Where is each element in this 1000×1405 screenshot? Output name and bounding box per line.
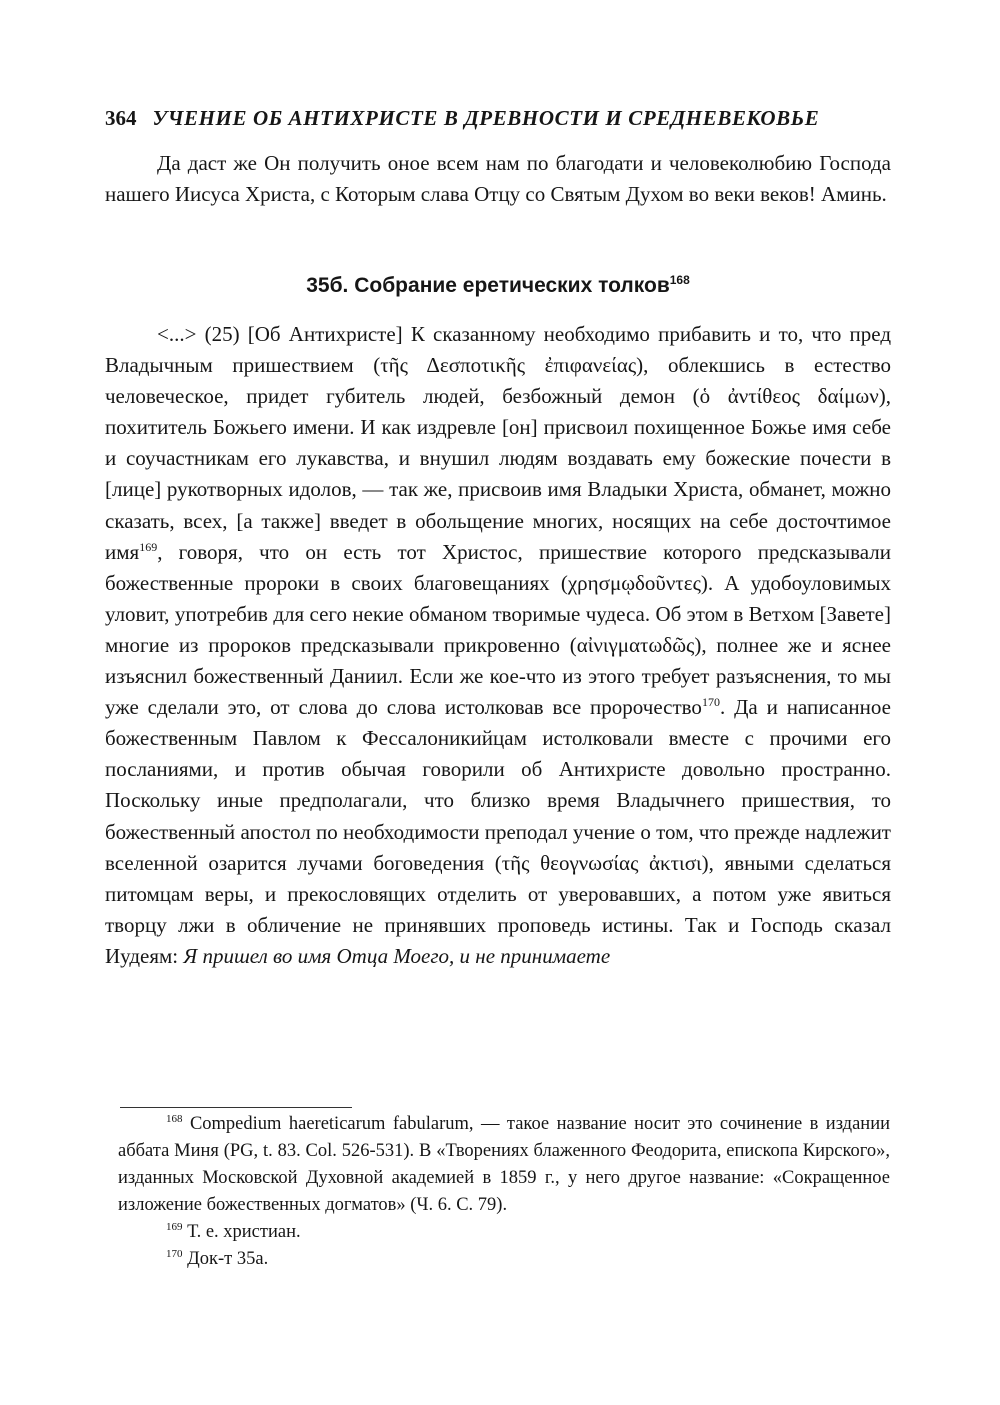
scripture-quote: Я пришел во имя Отца Моего, и не принимаете bbox=[183, 943, 611, 968]
footnote-170 bbox=[118, 1246, 890, 1273]
footnote-ref-168[interactable]: 168 bbox=[669, 273, 690, 287]
main-text-part-2: , говоря, что он есть тот Христос, пришествие которого предсказывали божественные пророки в своих благовещаниях (χρησμῳδοῦντες). А удобоуловимых уловит, употребив для сего некие обманом творимые чудеса. Об этом в Ветхом [Завете] многие из пророков предсказывали прикровенно (αἰνιγματωδῶς), полнее же и яснее изъяснил божественный Даниил. Если же кое-что из этого требует разъяснения, то мы уже сделали это, от слова до слова истолковав все пророчество bbox=[105, 539, 891, 720]
footnote-number: 168 bbox=[166, 1112, 183, 1125]
footnote-text: Compedium haereticarum fabularum, — такое название носит это сочинение в издании аббата Миня (PG, t. 83. Col. 526-531). В «Творениях блаженного Феодорита, епископа Кирского», изданных Московской Духовной академией в 1859 г., у него другое название: «Сокращенное изложение божественных догматов» (Ч. 6. С. 79). bbox=[118, 1114, 891, 1215]
footnote-number: 170 bbox=[166, 1247, 183, 1260]
main-text-part-3: . Да и написанное божественным Павлом к Фессалоникийцам истолковали вместе с прочими его посланиями, и против обычая говорили об Антихристе довольно пространно. Поскольку иные предполагали, что близко время Владычнего пришествия, то божественный апостол по необходимости преподал учение о том, что прежде надлежит вселенной озарится лучами боговедения (τῆς θεογνωσίας ἀκτισι), явными сделаться питомцам веры, и прекословящих отделить от уверовавших, а потом уже явиться творцу лжи в обличение не принявших проповедь истины. Так и Господь сказал Иудеям: bbox=[105, 695, 891, 968]
footnote-168 bbox=[118, 1111, 890, 1219]
intro-block bbox=[105, 148, 891, 210]
running-header bbox=[105, 104, 895, 132]
page-number: 364 bbox=[105, 106, 137, 130]
footnote-separator bbox=[120, 1107, 352, 1108]
footnote-text: Док-т 35а. bbox=[187, 1249, 269, 1269]
main-text-block bbox=[105, 319, 891, 972]
footnotes bbox=[118, 1111, 890, 1273]
intro-paragraph: Да даст же Он получить оное всем нам по благодати и человеколюбию Господа нашего Иисуса Христа, с Которым слава Отцу со Святым Духом во веки веков! Аминь. bbox=[105, 151, 891, 207]
footnote-169 bbox=[118, 1219, 890, 1246]
section-heading bbox=[105, 272, 891, 300]
footnote-ref-169[interactable]: 169 bbox=[139, 539, 158, 554]
footnote-text: Т. е. христиан. bbox=[187, 1222, 301, 1242]
footnote-number: 169 bbox=[166, 1220, 183, 1233]
main-paragraph bbox=[105, 319, 891, 972]
running-title: УЧЕНИЕ ОБ АНТИХРИСТЕ В ДРЕВНОСТИ И СРЕДНЕВЕКОВЬЕ bbox=[152, 106, 820, 130]
main-text-part-1: <...> (25) [Об Антихристе] К сказанному необходимо прибавить и то, что пред Владычным пришествием (τῆς Δεσποτικῆς ἐπιφανείας), облекшись в естество человеческое, придет губитель людей, безбожный демон (ὁ ἀντίθεος δαίμων), похититель Божьего имени. И как издревле [он] присвоил похищенное Божье имя себе и соучастникам его лукавства, и внушил людям воздавать ему божеские почести в [лице] рукотворных идолов, — так же, присвоив имя Владыки Христа, обманет, можно сказать, всех, [а также] введет в обольщение многих, носящих на себе досточтимое имя bbox=[105, 322, 891, 564]
section-title: 35б. Собрание еретических толков bbox=[306, 274, 670, 297]
footnote-ref-170[interactable]: 170 bbox=[701, 695, 720, 710]
